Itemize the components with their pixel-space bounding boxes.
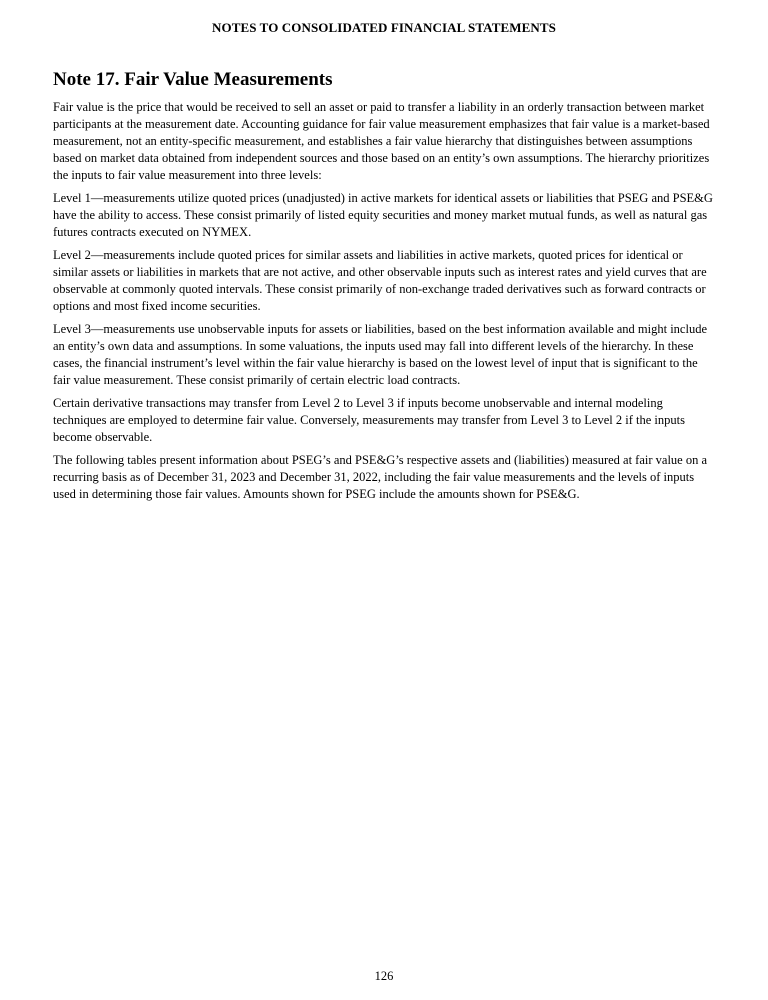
paragraph-tables-intro: The following tables present information about PSEG’s and PSE&G’s respective assets and (liabilities) measured at fair value on a recurring basis as of December 31, 2023 and December 31, 2022, including the fair value measurements and the levels of inputs used in determining those fair values. Amounts shown for PSEG include the amounts shown for PSE&G. bbox=[53, 453, 708, 501]
page-number: 126 bbox=[374, 969, 394, 983]
note-title: Note 17. Fair Value Measurements bbox=[53, 69, 333, 90]
paragraph-level-3: Level 3—measurements use unobservable inputs for assets or liabilities, based on the best information available and might include an entity’s own data and assumptions. In some valuations, the inputs used may fall into different levels of the hierarchy. In these cases, the financial instrument’s level within the fair value hierarchy is based on the lowest level of input that is significant to the fair value measurement. These consist primarily of certain electric load contracts. bbox=[53, 322, 707, 387]
page-header: NOTES TO CONSOLIDATED FINANCIAL STATEMENTS bbox=[212, 20, 556, 35]
paragraph-transfers: Certain derivative transactions may transfer from Level 2 to Level 3 if inputs become unobservable and internal modeling techniques are employed to determine fair value. Conversely, measurements may transfer from Level 3 to Level 2 if the inputs become observable. bbox=[53, 396, 685, 444]
paragraph-level-2: Level 2—measurements include quoted prices for similar assets and liabilities in active markets, quoted prices for identical or similar assets or liabilities in markets that are not active, and other observable inputs such as interest rates and yield curves that are observable at commonly quoted intervals. These consist primarily of non-exchange traded derivatives such as forward contracts or options and most fixed income securities. bbox=[53, 248, 707, 313]
paragraph-intro: Fair value is the price that would be received to sell an asset or paid to transfer a liability in an orderly transaction between market participants at the measurement date. Accounting guidance for fair value measurement emphasizes that fair value is a market-based measurement, not an entity-specific measurement, and establishes a fair value hierarchy that distinguishes between assumptions based on market data obtained from independent sources and those based on an entity’s own assumptions. The hierarchy prioritizes the inputs to fair value measurement into three levels: bbox=[53, 100, 710, 182]
paragraph-level-1: Level 1—measurements utilize quoted prices (unadjusted) in active markets for identical assets or liabilities that PSEG and PSE&G have the ability to access. These consist primarily of listed equity securities and money market mutual funds, as well as natural gas futures contracts executed on NYMEX. bbox=[53, 191, 713, 239]
note-section bbox=[53, 68, 717, 509]
